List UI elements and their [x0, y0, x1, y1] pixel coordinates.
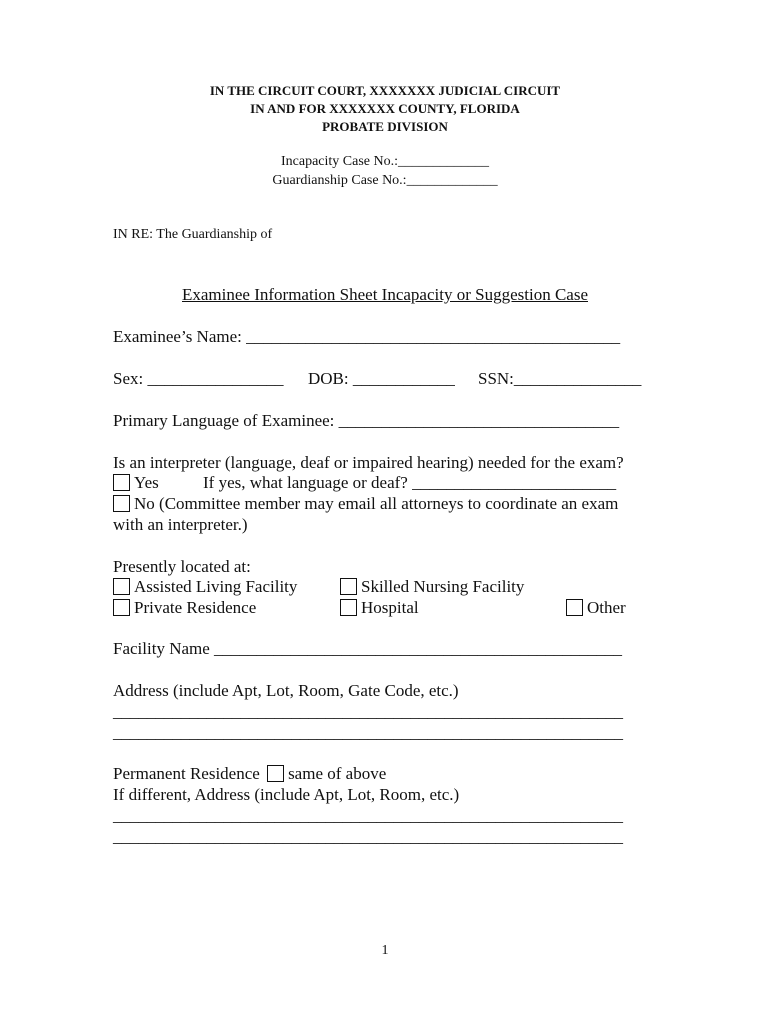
address-line-1[interactable]: ____________________________________________________________ — [113, 702, 623, 721]
court-header-line2: IN AND FOR XXXXXXX COUNTY, FLORIDA — [250, 101, 520, 116]
court-header-line3: PROBATE DIVISION — [322, 119, 448, 134]
same-as-above-label: same of above — [288, 764, 387, 783]
private-residence-label: Private Residence — [134, 598, 257, 617]
assisted-living-label: Assisted Living Facility — [134, 577, 298, 596]
hospital-checkbox[interactable] — [340, 599, 357, 616]
permanent-address-line-1[interactable]: ____________________________________________________________ — [113, 806, 623, 825]
no-label-continuation: with an interpreter.) — [113, 515, 248, 534]
sex-field[interactable]: Sex: ________________ — [113, 369, 284, 388]
dob-field[interactable]: DOB: ____________ — [308, 369, 455, 388]
examinee-name-field[interactable]: Examinee’s Name: ____________________________________________ — [113, 327, 621, 346]
page-number: 1 — [381, 943, 389, 958]
skilled-nursing-checkbox[interactable] — [340, 578, 357, 595]
facility-name-field[interactable]: Facility Name ________________________________________________ — [113, 639, 623, 658]
same-as-above-checkbox[interactable] — [267, 765, 284, 782]
private-residence-option[interactable] — [113, 598, 256, 618]
address-label: Address (include Apt, Lot, Room, Gate Code, etc.) — [113, 681, 459, 700]
skilled-nursing-label: Skilled Nursing Facility — [361, 577, 525, 596]
location-heading: Presently located at: — [113, 557, 251, 576]
ssn-field[interactable]: SSN:_______________ — [478, 369, 642, 388]
interpreter-language-field[interactable]: If yes, what language or deaf? ________________________ — [203, 473, 617, 492]
private-residence-checkbox[interactable] — [113, 599, 130, 616]
permanent-address-line-2[interactable]: ____________________________________________________________ — [113, 827, 623, 846]
no-label: No (Committee member may email all attorneys to coordinate an exam — [134, 494, 619, 513]
other-label: Other — [587, 598, 626, 617]
incapacity-case-number: Incapacity Case No.:_____________ — [280, 154, 489, 169]
other-option[interactable] — [566, 598, 626, 618]
assisted-living-checkbox[interactable] — [113, 578, 130, 595]
interpreter-question: Is an interpreter (language, deaf or impaired hearing) needed for the exam? — [113, 453, 624, 472]
different-address-label: If different, Address (include Apt, Lot, Room, etc.) — [113, 785, 460, 804]
other-checkbox[interactable] — [566, 599, 583, 616]
yes-checkbox[interactable] — [113, 474, 130, 491]
hospital-label: Hospital — [361, 598, 419, 617]
interpreter-yes-option[interactable] — [113, 473, 159, 493]
primary-language-field[interactable]: Primary Language of Examinee: _________________________________ — [113, 411, 620, 430]
permanent-residence-row — [113, 764, 386, 784]
no-checkbox[interactable] — [113, 495, 130, 512]
permanent-residence-label: Permanent Residence — [113, 764, 260, 783]
assisted-living-option[interactable] — [113, 577, 297, 597]
hospital-option[interactable] — [340, 598, 419, 618]
in-re-line: IN RE: The Guardianship of — [113, 227, 273, 242]
guardianship-case-number: Guardianship Case No.:_____________ — [272, 173, 498, 188]
court-header-line1: IN THE CIRCUIT COURT, XXXXXXX JUDICIAL CIRCUIT — [209, 83, 561, 98]
form-title: Examinee Information Sheet Incapacity or Suggestion Case — [182, 285, 588, 304]
address-line-2[interactable]: ____________________________________________________________ — [113, 723, 623, 742]
yes-label: Yes — [134, 473, 159, 492]
interpreter-no-option[interactable] — [113, 494, 618, 514]
skilled-nursing-option[interactable] — [340, 577, 524, 597]
